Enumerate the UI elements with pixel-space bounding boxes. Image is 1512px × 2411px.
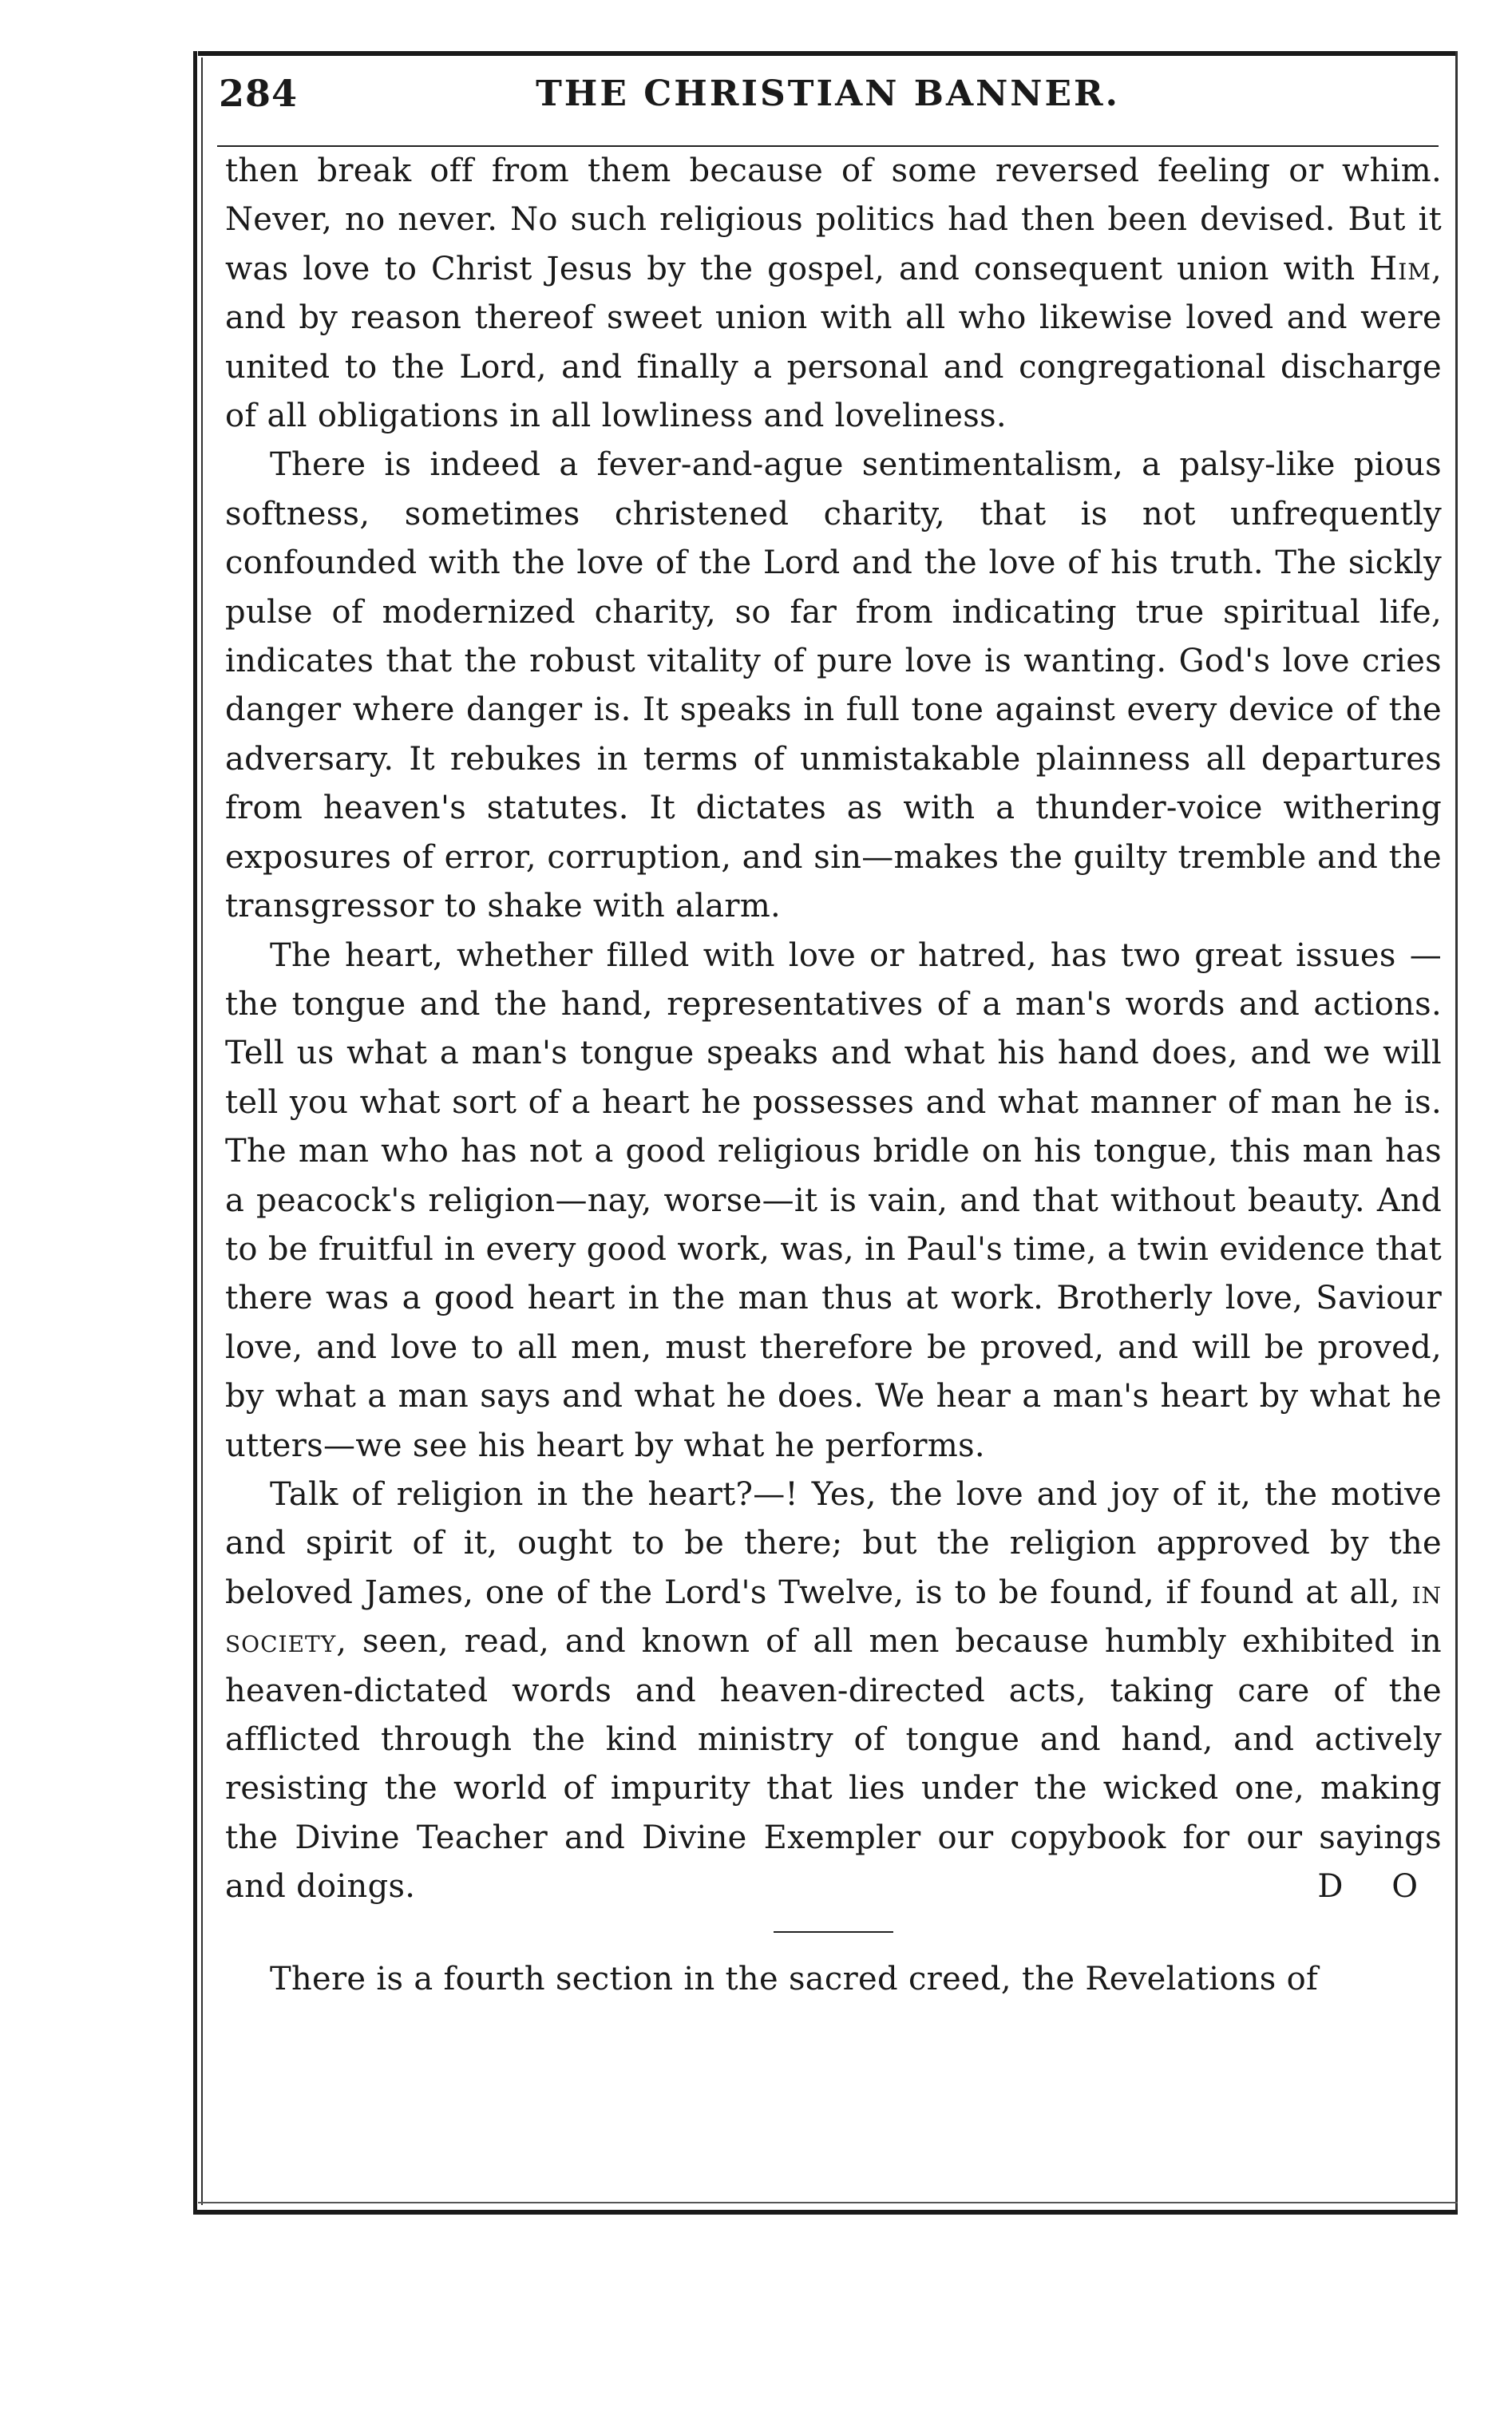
- left-inner-border-rule: [201, 57, 203, 2205]
- paragraph-1-rest: , and by reason thereof sweet union with all who likewise loved and were united to the Lord, and finally a personal and congregational discharge of all obligations in all lowliness and loveliness.: [225, 250, 1442, 435]
- right-border-rule: [1455, 51, 1458, 2211]
- paragraph-4-text-b: , seen, read, and known of all men because humbly exhibited in heaven-dictated words and heaven-directed acts, taking care of the afflicted through the kind ministry of tongue and hand, and actively resisting the world of impurity that lies under the wicked one, making the Divine Teacher and Divine Exempler our copybook for our sayings and doings.: [225, 1623, 1442, 1906]
- paragraph-4-society: in society: [225, 1574, 1443, 1661]
- article-body: [225, 147, 1442, 2004]
- section-divider-rule: [774, 1931, 893, 1933]
- running-title: THE CHRISTIAN BANNER.: [536, 73, 1120, 114]
- page-number: 284: [219, 72, 299, 115]
- paragraph-1-text: then break off from them because of some reversed feeling or whim. Never, no never. No such religious politics had then been devised. But it was love to Christ Jesus by the gospel, and consequent union with: [225, 152, 1442, 287]
- paragraph-5: There is a fourth section in the sacred creed, the Revelations of: [270, 1960, 1319, 1997]
- paragraph-2: There is indeed a fever-and-ague sentimentalism, a palsy-like pious softness, sometimes christened charity, that is not unfrequently confounded with the love of the Lord and the love of his truth. The sickly pulse of modernized charity, so far from indicating true spiritual life, indicates that the robust vitality of pure love is wanting. God's love cries danger where danger is. It speaks in full tone against every device of the adversary. It rebukes in terms of unmistakable plainness all departures from heaven's statutes. It dictates as with a thunder-voice withering exposures of error, corruption, and sin—makes the guilty tremble and the transgressor to shake with alarm.: [225, 446, 1442, 925]
- paragraph-3: The heart, whether filled with love or hatred, has two great issues —the tongue and the hand, representatives of a man's words and actions. Tell us what a man's tongue speaks and what his hand does, and we will tell you what sort of a heart he possesses and what manner of man he is. The man who has not a good religious bridle on his tongue, this man has a peacock's religion—nay, worse—it is vain, and that without beauty. And to be fruitful in every good work, was, in Paul's time, a twin evidence that there was a good heart in the man thus at work. Brotherly love, Saviour love, and love to all men, must therefore be proved, and will be proved, by what a man says and what he does. We hear a man's heart by what he utters—we see his heart by what he performs.: [225, 936, 1442, 1464]
- paragraph-4: [225, 1471, 1442, 1912]
- paragraph-1-him: Him: [1369, 250, 1431, 287]
- left-border-rule: [193, 51, 197, 2211]
- bottom-inner-border-rule: [198, 2202, 1458, 2203]
- bottom-border-rule: [193, 2210, 1458, 2215]
- signature-initials: D O: [1317, 1868, 1437, 1906]
- page-frame: [198, 51, 1458, 2215]
- paragraph-4-text-a: Talk of religion in the heart?—! Yes, the love and joy of it, the motive and spirit of it, ought to be there; but the religion approved by the beloved James, one of the Lord's Twelve, is to be found, if found at all,: [225, 1475, 1442, 1611]
- paragraph-1: [225, 147, 1442, 441]
- page-header: [211, 72, 1445, 136]
- top-border-rule: [198, 51, 1458, 56]
